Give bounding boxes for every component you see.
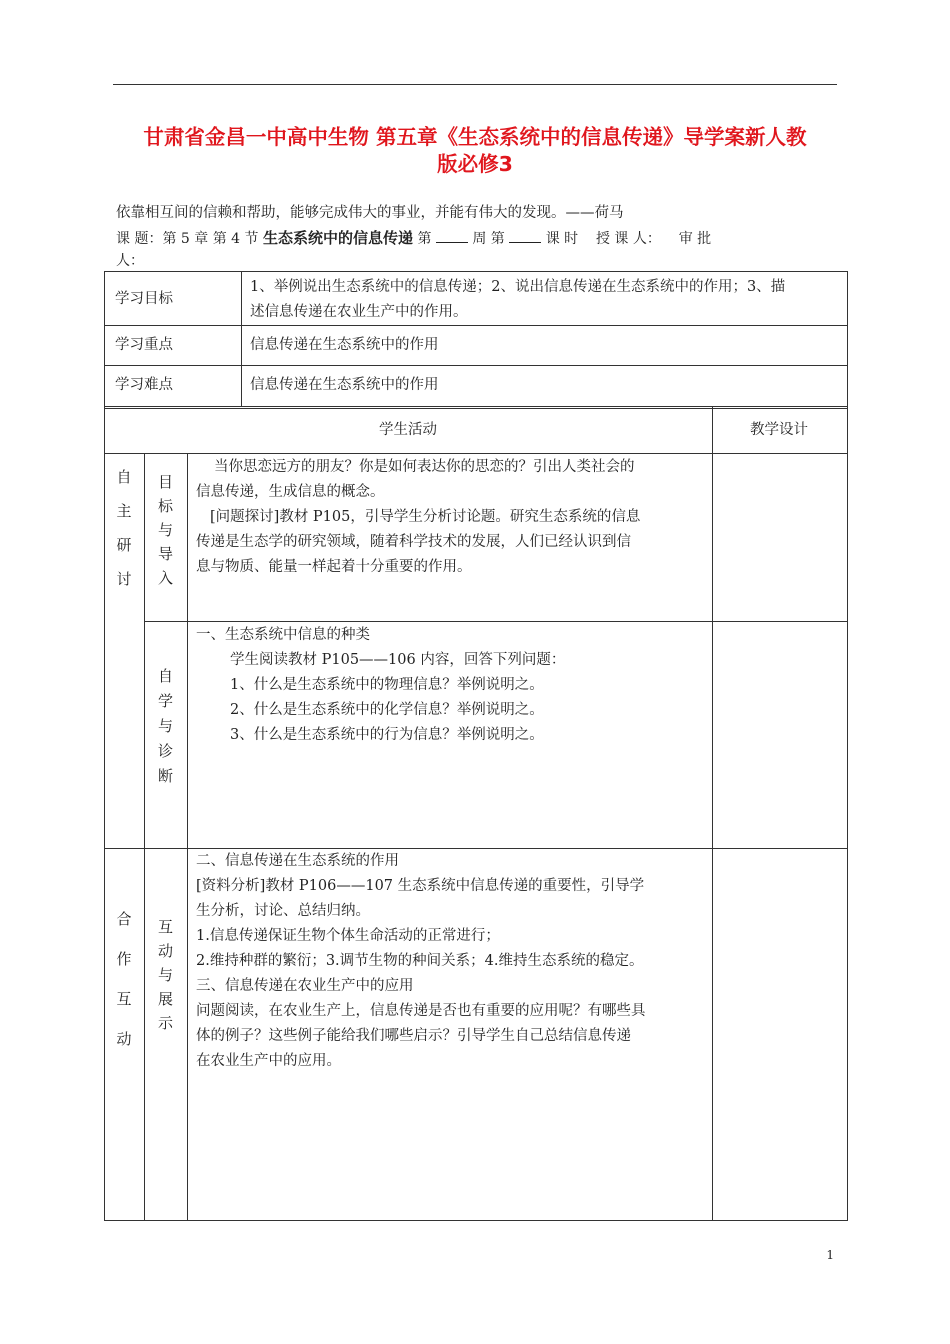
goal-line-2: 述信息传递在农业生产中的作用。 <box>250 304 468 320</box>
section-title: 生态系统中的信息传递 <box>262 229 413 247</box>
week-label-1: 第 <box>417 231 432 247</box>
lesson-blank <box>509 228 541 243</box>
title-line-2: 版必修3 <box>437 152 513 176</box>
lesson-prefix: 课 题：第 5 章 第 4 节 <box>116 231 259 247</box>
self-study-content: 一、生态系统中信息的种类 学生阅读教材 P105——106 内容，回答下列问题： 1、什么是生态系统中的物理信息？举例说明之。 2、什么是生态系统中的化学信息？举例说明之。 3、什么是生态系统中的行为信息？举例说明之。 <box>196 627 566 743</box>
goal-text <box>250 275 840 325</box>
week-blank <box>436 228 468 243</box>
difficulty-label: 学习难点 <box>115 377 173 393</box>
stage-cooperation: 合 作 互 动 <box>116 910 132 1048</box>
header-rule <box>113 84 837 85</box>
teacher-label: 授 课 人： <box>595 231 661 247</box>
lesson-meta <box>116 227 846 272</box>
key-label: 学习重点 <box>115 337 173 353</box>
goal-line-1: 1、举例说出生态系统中的信息传递；2、说出信息传递在生态系统中的作用；3、描 <box>250 279 786 295</box>
sub-self-diagnosis: 自 学 与 诊 断 <box>157 667 173 785</box>
interaction-content: 二、信息传递在生态系统的作用 [资料分析]教材 P106——107 生态系统中信息传递的重要性，引导学 生分析，讨论、总结归纳。 1.信息传递保证生物个体生命活动的正常进行； 2.维持种群的繁衍；3.调节生物的种间关系；4.维持生态系统的稳定。 三、信息传递在农业生产中的应用 问题阅读，在农业生产上，信息传递是否也有重要的应用呢？有哪些具 体的例子？这些例子能给我们哪些启示？引导学生自己总结信息传递 在农业生产中的应用。 <box>196 853 646 1069</box>
col-header-activity: 学生活动 <box>379 422 437 438</box>
intro-content: 当你思恋远方的朋友？你是如何表达你的思恋的？引出人类社会的 信息传递，生成信息的概念。 [问题探讨]教材 P105，引导学生分析讨论题。研究生态系统的信息 传递是生态学的研究领域，随着科学技术的发展，人们已经认识到信 息与物质、能量一样起着十分重要的作用。 <box>196 459 641 575</box>
motto-quote: 依靠相互间的信赖和帮助，能够完成伟大的事业，并能有伟大的发现。——荷马 <box>116 205 624 221</box>
approver-label: 审 批 <box>678 231 712 247</box>
col-header-design: 教学设计 <box>750 422 808 438</box>
key-text: 信息传递在生态系统中的作用 <box>250 337 439 353</box>
approver-label-2: 人： <box>116 253 144 269</box>
page-number: 1 <box>826 1248 834 1262</box>
difficulty-text: 信息传递在生态系统中的作用 <box>250 377 439 393</box>
stage-self-study: 自 主 研 讨 <box>116 468 132 588</box>
document-title <box>110 124 840 178</box>
title-line-1: 甘肃省金昌一中高中生物 第五章《生态系统中的信息传递》导学案新人教 <box>143 125 807 149</box>
sub-goal-intro: 目 标 与 导 入 <box>157 473 173 587</box>
goal-label: 学习目标 <box>115 291 173 307</box>
lesson-label: 课 时 <box>545 231 579 247</box>
week-label-2: 周 第 <box>472 231 505 247</box>
sub-interaction-display: 互 动 与 展 示 <box>157 918 173 1032</box>
